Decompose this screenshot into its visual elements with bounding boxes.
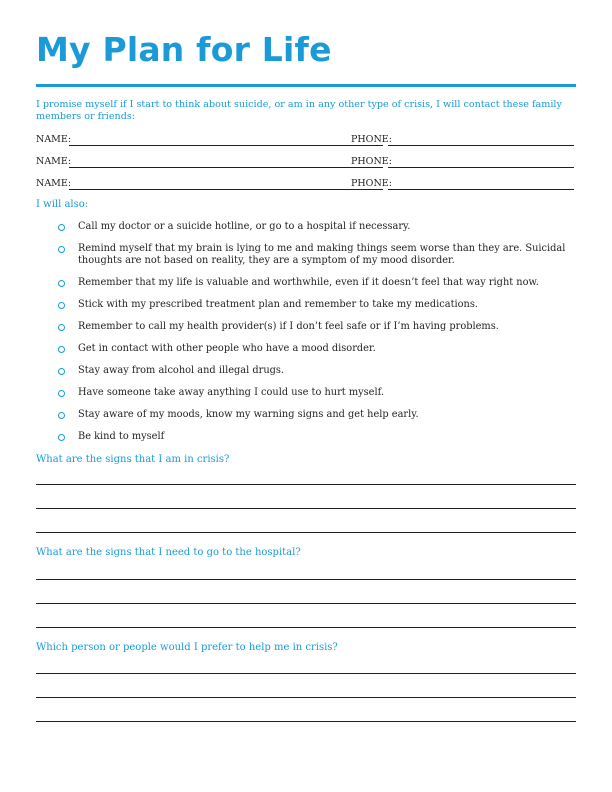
checklist-item-text: Be kind to myself bbox=[78, 431, 165, 442]
circle-bullet-icon bbox=[58, 434, 65, 441]
will-also-heading: I will also: bbox=[36, 199, 89, 210]
answer-line[interactable] bbox=[36, 603, 576, 604]
name-field[interactable] bbox=[69, 189, 383, 190]
answer-line[interactable] bbox=[36, 627, 576, 628]
answer-line[interactable] bbox=[36, 484, 576, 485]
circle-bullet-icon bbox=[58, 346, 65, 353]
answer-line[interactable] bbox=[36, 532, 576, 533]
name-label: NAME: bbox=[36, 156, 72, 167]
page-title: My Plan for Life bbox=[36, 30, 332, 69]
contact-row bbox=[36, 134, 576, 148]
checklist-item-text: Get in contact with other people who have a mood disorder. bbox=[78, 343, 376, 354]
name-field[interactable] bbox=[69, 145, 383, 146]
circle-bullet-icon bbox=[58, 280, 65, 287]
phone-label: PHONE: bbox=[351, 156, 392, 167]
contact-row bbox=[36, 178, 576, 192]
checklist-item-text: Call my doctor or a suicide hotline, or go to a hospital if necessary. bbox=[78, 221, 411, 232]
name-field[interactable] bbox=[69, 167, 383, 168]
answer-line[interactable] bbox=[36, 697, 576, 698]
circle-bullet-icon bbox=[58, 412, 65, 419]
question-crisis-signs: What are the signs that I am in crisis? bbox=[36, 454, 230, 465]
title-divider bbox=[36, 84, 576, 87]
question-hospital-signs: What are the signs that I need to go to the hospital? bbox=[36, 547, 301, 558]
answer-line[interactable] bbox=[36, 721, 576, 722]
phone-label: PHONE: bbox=[351, 134, 392, 145]
name-label: NAME: bbox=[36, 134, 72, 145]
promise-statement: I promise myself if I start to think about suicide, or am in any other type of crisis, I will contact these family members or friends: bbox=[36, 99, 562, 122]
circle-bullet-icon bbox=[58, 368, 65, 375]
checklist-item-text: Remember to call my health provider(s) if I don’t feel safe or if I’m having problems. bbox=[78, 321, 499, 332]
phone-field[interactable] bbox=[388, 167, 574, 168]
checklist-item-text: Stay aware of my moods, know my warning signs and get help early. bbox=[78, 409, 419, 420]
circle-bullet-icon bbox=[58, 390, 65, 397]
circle-bullet-icon bbox=[58, 302, 65, 309]
answer-line[interactable] bbox=[36, 579, 576, 580]
circle-bullet-icon bbox=[58, 224, 65, 231]
phone-label: PHONE: bbox=[351, 178, 392, 189]
phone-field[interactable] bbox=[388, 189, 574, 190]
phone-field[interactable] bbox=[388, 145, 574, 146]
checklist-item-text: Stick with my prescribed treatment plan and remember to take my medications. bbox=[78, 299, 479, 310]
checklist-item-text: Have someone take away anything I could use to hurt myself. bbox=[78, 387, 384, 398]
contact-row bbox=[36, 156, 576, 170]
circle-bullet-icon bbox=[58, 246, 65, 253]
checklist-item-text: Remember that my life is valuable and worthwhile, even if it doesn’t feel that way right now. bbox=[78, 277, 539, 288]
question-preferred-helpers: Which person or people would I prefer to help me in crisis? bbox=[36, 642, 338, 653]
circle-bullet-icon bbox=[58, 324, 65, 331]
checklist-item-text: Remind myself that my brain is lying to me and making things seem worse than they are. Suicidal thoughts are not based on reality, they are a symptom of my mood disorder. bbox=[78, 243, 566, 266]
name-label: NAME: bbox=[36, 178, 72, 189]
answer-line[interactable] bbox=[36, 673, 576, 674]
checklist-item-text: Stay away from alcohol and illegal drugs. bbox=[78, 365, 285, 376]
answer-line[interactable] bbox=[36, 508, 576, 509]
